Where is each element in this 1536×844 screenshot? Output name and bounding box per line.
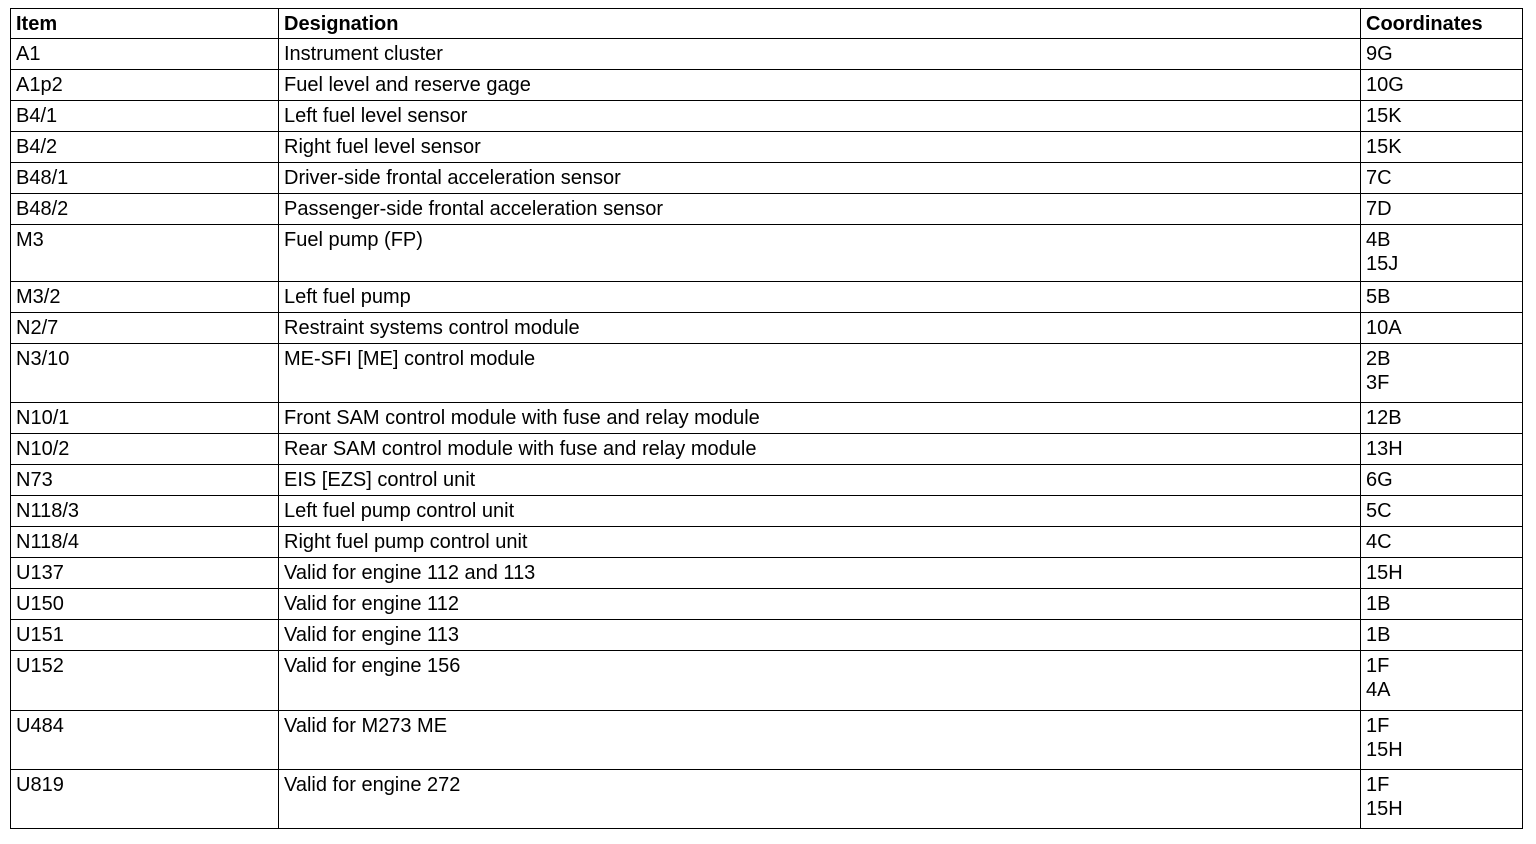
table-row: [11, 313, 1523, 344]
designation-cell: Valid for engine 112 and 113: [279, 558, 1361, 589]
coordinates-cell: [1361, 39, 1523, 70]
coordinates-cell: [1361, 194, 1523, 225]
coordinate-value: 15J: [1366, 253, 1399, 275]
coordinate-value: 1F: [1366, 715, 1390, 737]
designation-cell: EIS [EZS] control unit: [279, 465, 1361, 496]
coordinates-cell: [1361, 527, 1523, 558]
coordinate-value: 12B: [1366, 407, 1402, 429]
component-legend-table: [10, 8, 1523, 829]
designation-cell: Valid for engine 272: [279, 770, 1361, 829]
table-row: [11, 101, 1523, 132]
coordinate-value: 15H: [1366, 739, 1403, 761]
item-cell: N73: [11, 465, 279, 496]
designation-cell: Valid for engine 113: [279, 620, 1361, 651]
coordinate-value: 13H: [1366, 438, 1403, 460]
item-cell: N10/2: [11, 434, 279, 465]
designation-cell: Passenger-side frontal acceleration sensor: [279, 194, 1361, 225]
item-cell: U150: [11, 589, 279, 620]
table-row: [11, 344, 1523, 403]
designation-cell: Valid for M273 ME: [279, 711, 1361, 770]
designation-cell: Instrument cluster: [279, 39, 1361, 70]
designation-cell: Driver-side frontal acceleration sensor: [279, 163, 1361, 194]
coordinates-cell: [1361, 282, 1523, 313]
coordinates-cell: [1361, 496, 1523, 527]
table-row: [11, 132, 1523, 163]
designation-cell: Right fuel pump control unit: [279, 527, 1361, 558]
table-row: [11, 163, 1523, 194]
item-cell: N118/3: [11, 496, 279, 527]
table-row: [11, 434, 1523, 465]
item-cell: U137: [11, 558, 279, 589]
coordinates-cell: [1361, 558, 1523, 589]
coordinates-cell: [1361, 465, 1523, 496]
table-row: [11, 194, 1523, 225]
table-header: [11, 9, 1523, 39]
coordinate-value: 15K: [1366, 136, 1402, 158]
item-cell: N3/10: [11, 344, 279, 403]
item-cell: N2/7: [11, 313, 279, 344]
coordinates-cell: [1361, 651, 1523, 711]
coordinate-value: 1F: [1366, 774, 1390, 796]
coordinates-cell: [1361, 70, 1523, 101]
item-cell: M3/2: [11, 282, 279, 313]
coordinates-cell: [1361, 225, 1523, 282]
header-coordinates: Coordinates: [1361, 9, 1523, 39]
header-designation: Designation: [279, 9, 1361, 39]
table-row: [11, 70, 1523, 101]
coordinate-value: 7C: [1366, 167, 1392, 189]
designation-cell: Rear SAM control module with fuse and relay module: [279, 434, 1361, 465]
table-row: [11, 711, 1523, 770]
item-cell: B4/2: [11, 132, 279, 163]
coordinate-value: 3F: [1366, 372, 1390, 394]
designation-cell: Left fuel pump control unit: [279, 496, 1361, 527]
coordinate-value: 10G: [1366, 74, 1404, 96]
item-cell: N118/4: [11, 527, 279, 558]
designation-cell: Valid for engine 156: [279, 651, 1361, 711]
coordinates-cell: [1361, 163, 1523, 194]
designation-cell: Front SAM control module with fuse and relay module: [279, 403, 1361, 434]
item-cell: B48/1: [11, 163, 279, 194]
table-row: [11, 620, 1523, 651]
coordinates-cell: [1361, 344, 1523, 403]
coordinate-value: 7D: [1366, 198, 1392, 220]
coordinates-cell: [1361, 132, 1523, 163]
coordinate-value: 6G: [1366, 469, 1393, 491]
item-cell: U484: [11, 711, 279, 770]
header-item: Item: [11, 9, 279, 39]
coordinate-value: 5C: [1366, 500, 1392, 522]
coordinate-value: 15H: [1366, 562, 1403, 584]
table-row: [11, 403, 1523, 434]
item-cell: U151: [11, 620, 279, 651]
coordinate-value: 9G: [1366, 43, 1393, 65]
coordinates-cell: [1361, 711, 1523, 770]
table-row: [11, 225, 1523, 282]
table-body: [11, 39, 1523, 829]
coordinates-cell: [1361, 313, 1523, 344]
coordinate-value: 5B: [1366, 286, 1391, 308]
coordinate-value: 15H: [1366, 798, 1403, 820]
designation-cell: Right fuel level sensor: [279, 132, 1361, 163]
item-cell: M3: [11, 225, 279, 282]
table-row: [11, 770, 1523, 829]
coordinate-value: 4B: [1366, 229, 1391, 251]
table-row: [11, 527, 1523, 558]
coordinate-value: 1B: [1366, 593, 1391, 615]
coordinates-cell: [1361, 770, 1523, 829]
coordinate-value: 2B: [1366, 348, 1391, 370]
designation-cell: Fuel pump (FP): [279, 225, 1361, 282]
designation-cell: Left fuel level sensor: [279, 101, 1361, 132]
coordinate-value: 4A: [1366, 679, 1391, 701]
designation-cell: ME-SFI [ME] control module: [279, 344, 1361, 403]
item-cell: U819: [11, 770, 279, 829]
coordinates-cell: [1361, 101, 1523, 132]
coordinates-cell: [1361, 403, 1523, 434]
coordinate-value: 15K: [1366, 105, 1402, 127]
coordinate-value: 1F: [1366, 655, 1390, 677]
coordinates-cell: [1361, 620, 1523, 651]
item-cell: A1p2: [11, 70, 279, 101]
item-cell: B48/2: [11, 194, 279, 225]
coordinates-cell: [1361, 589, 1523, 620]
item-cell: B4/1: [11, 101, 279, 132]
designation-cell: Valid for engine 112: [279, 589, 1361, 620]
coordinates-cell: [1361, 434, 1523, 465]
table-row: [11, 496, 1523, 527]
designation-cell: Fuel level and reserve gage: [279, 70, 1361, 101]
header-row: [11, 9, 1523, 39]
item-cell: U152: [11, 651, 279, 711]
table-row: [11, 651, 1523, 711]
designation-cell: Restraint systems control module: [279, 313, 1361, 344]
coordinate-value: 4C: [1366, 531, 1392, 553]
item-cell: A1: [11, 39, 279, 70]
coordinate-value: 1B: [1366, 624, 1391, 646]
table-row: [11, 282, 1523, 313]
table-row: [11, 39, 1523, 70]
item-cell: N10/1: [11, 403, 279, 434]
designation-cell: Left fuel pump: [279, 282, 1361, 313]
table-row: [11, 558, 1523, 589]
table-row: [11, 465, 1523, 496]
table-row: [11, 589, 1523, 620]
coordinate-value: 10A: [1366, 317, 1402, 339]
